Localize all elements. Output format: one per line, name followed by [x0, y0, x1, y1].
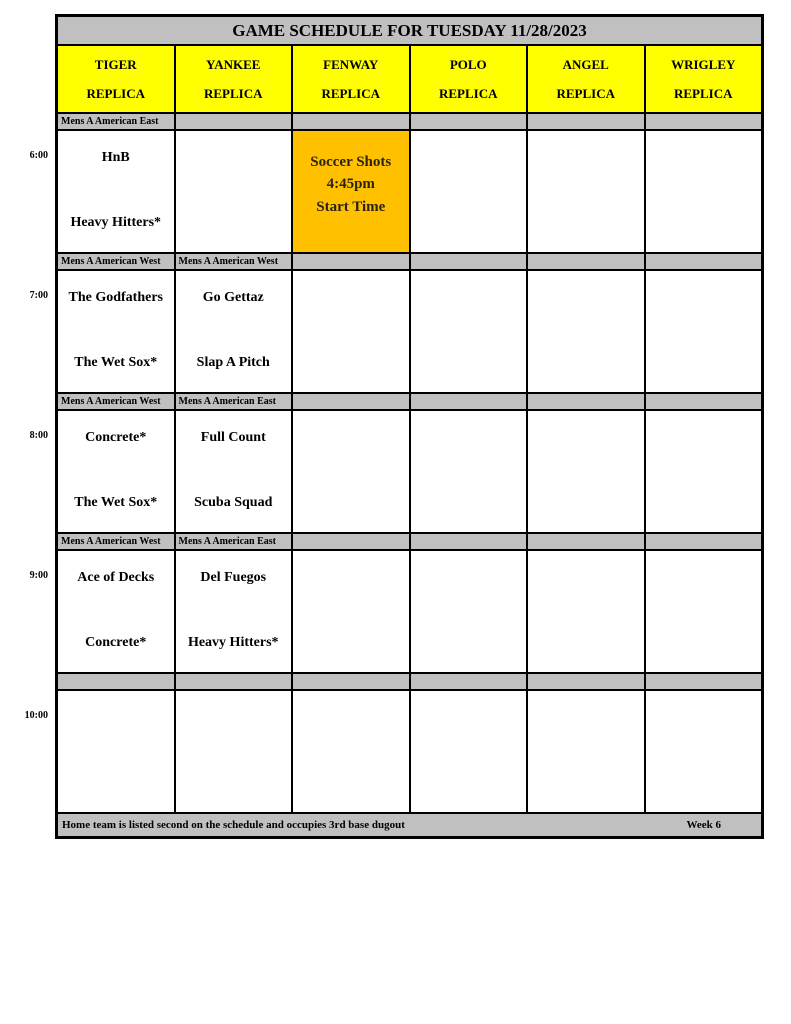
- game-cell: [411, 271, 527, 392]
- time-label-9: 9:00: [29, 570, 48, 581]
- field-name: FENWAY: [323, 56, 379, 72]
- game-cell: [176, 551, 292, 672]
- away-team: HnB: [101, 150, 130, 165]
- field-subname: REPLICA: [438, 85, 498, 101]
- schedule-table: [55, 14, 764, 839]
- home-team: The Wet Sox*: [74, 495, 158, 510]
- time-label-8: 8:00: [29, 430, 48, 441]
- field-subname: REPLICA: [556, 85, 615, 101]
- game-cell: [176, 271, 292, 392]
- league-strip: [411, 394, 527, 409]
- game-cell: [646, 271, 762, 392]
- game-cell: [528, 691, 644, 812]
- game-cell: [58, 411, 174, 532]
- league-strip: [528, 394, 644, 409]
- home-team: Heavy Hitters*: [187, 635, 279, 650]
- column-header-yankee: [176, 46, 292, 112]
- league-strip: [58, 674, 174, 689]
- time-label-7: 7:00: [29, 290, 48, 301]
- column-header-angel: [528, 46, 644, 112]
- column-header-tiger: [58, 46, 174, 112]
- league-strip: [646, 394, 762, 409]
- league-strip: [411, 534, 527, 549]
- league-strip: [646, 254, 762, 269]
- field-name: ANGEL: [562, 56, 609, 72]
- league-strip: [411, 254, 527, 269]
- footer-row: [58, 814, 761, 836]
- league-strip: [176, 674, 292, 689]
- home-team: Scuba Squad: [194, 495, 273, 510]
- league-strip: [411, 674, 527, 689]
- away-team: Full Count: [200, 430, 266, 445]
- field-name: YANKEE: [206, 56, 261, 72]
- time-label-6: 6:00: [29, 150, 48, 161]
- away-team: Go Gettaz: [202, 290, 264, 305]
- special-event-note: Start Time: [316, 198, 386, 215]
- home-team: Slap A Pitch: [196, 355, 270, 370]
- column-header-polo: [411, 46, 527, 112]
- league-strip: [646, 534, 762, 549]
- field-name: POLO: [449, 56, 487, 72]
- league-strip: [293, 534, 409, 549]
- field-name: TIGER: [94, 56, 137, 72]
- league-strip: Mens A American West: [58, 534, 174, 549]
- away-team: The Godfathers: [68, 290, 163, 305]
- league-strip: [528, 114, 644, 129]
- home-team: Heavy Hitters*: [70, 215, 162, 230]
- game-cell: [411, 411, 527, 532]
- time-label-10: 10:00: [24, 710, 48, 721]
- game-cell: [58, 551, 174, 672]
- footer-week: Week 6: [686, 819, 721, 831]
- game-cell: [293, 551, 409, 672]
- league-strip: [293, 114, 409, 129]
- league-strip: Mens A American West: [58, 394, 174, 409]
- game-cell: [646, 551, 762, 672]
- game-cell: [58, 131, 174, 252]
- league-strip: [646, 114, 762, 129]
- away-team: Ace of Decks: [77, 570, 155, 585]
- field-subname: REPLICA: [86, 85, 145, 101]
- game-cell: [176, 131, 292, 252]
- game-cell: [528, 131, 644, 252]
- game-cell: [411, 551, 527, 672]
- game-cell: [58, 691, 174, 812]
- game-cell: [58, 271, 174, 392]
- league-strip: [528, 674, 644, 689]
- field-subname: REPLICA: [321, 85, 380, 101]
- column-header-wrigley: [646, 46, 762, 112]
- away-team: Del Fuegos: [200, 570, 267, 585]
- game-cell: [293, 271, 409, 392]
- league-strip: Mens A American West: [176, 254, 292, 269]
- game-cell: [293, 691, 409, 812]
- home-team: The Wet Sox*: [74, 355, 158, 370]
- league-strip: Mens A American East: [58, 114, 174, 129]
- home-team: Concrete*: [85, 635, 147, 650]
- game-cell: [646, 131, 762, 252]
- game-cell: [176, 691, 292, 812]
- league-strip: [411, 114, 527, 129]
- game-cell: [646, 691, 762, 812]
- game-cell: [176, 411, 292, 532]
- game-cell: [411, 691, 527, 812]
- game-cell: [528, 551, 644, 672]
- game-cell: [293, 411, 409, 532]
- game-cell: [646, 411, 762, 532]
- field-subname: REPLICA: [673, 85, 733, 101]
- special-event-cell: [293, 131, 409, 252]
- schedule-title: GAME SCHEDULE FOR TUESDAY 11/28/2023: [58, 17, 761, 44]
- special-event-time: 4:45pm: [326, 176, 375, 193]
- league-strip: [293, 674, 409, 689]
- league-strip: Mens A American East: [176, 534, 292, 549]
- footer-note: Home team is listed second on the schedule and occupies 3rd base dugout: [62, 819, 405, 831]
- league-strip: [293, 254, 409, 269]
- away-team: Concrete*: [85, 430, 147, 445]
- league-strip: Mens A American West: [58, 254, 174, 269]
- league-strip: [176, 114, 292, 129]
- field-name: WRIGLEY: [671, 56, 736, 72]
- league-strip: [293, 394, 409, 409]
- column-header-fenway: [293, 46, 409, 112]
- league-strip: [646, 674, 762, 689]
- special-event-name: Soccer Shots: [310, 153, 392, 170]
- game-cell: [411, 131, 527, 252]
- field-subname: REPLICA: [203, 85, 263, 101]
- league-strip: Mens A American East: [176, 394, 292, 409]
- league-strip: [528, 254, 644, 269]
- game-cell: [528, 411, 644, 532]
- game-cell: [528, 271, 644, 392]
- league-strip: [528, 534, 644, 549]
